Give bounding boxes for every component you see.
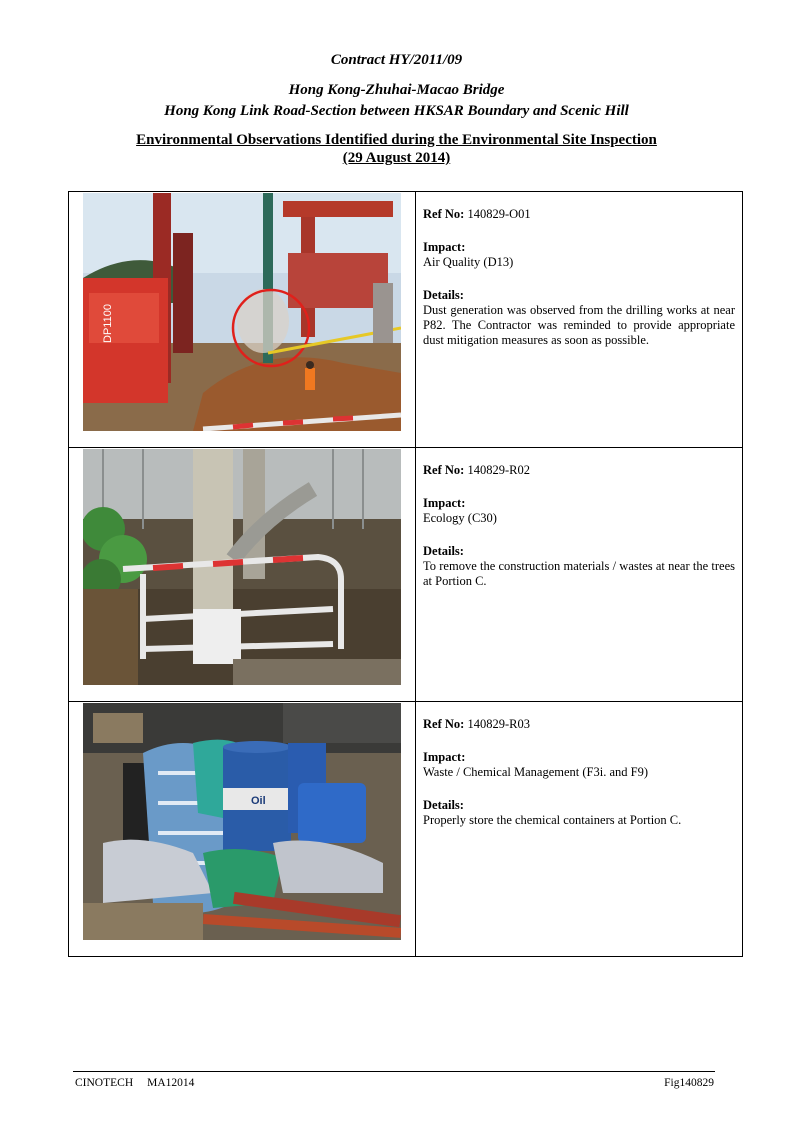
photo-cell	[69, 192, 416, 448]
footer-divider	[73, 1071, 715, 1072]
project-title-line2: Hong Kong Link Road-Section between HKSAR Boundary and Scenic Hill	[164, 103, 629, 119]
document-header	[0, 50, 793, 167]
impact-label: Impact:	[423, 240, 466, 254]
ref-label: Ref No:	[423, 207, 465, 221]
site-photo-chemical-containers	[83, 703, 401, 940]
project-title-line1: Hong Kong-Zhuhai-Macao Bridge	[288, 82, 505, 98]
impact-value: Air Quality (D13)	[423, 255, 514, 269]
ref-number: 140829-R02	[467, 463, 530, 477]
impact-value: Ecology (C30)	[423, 511, 497, 525]
observation-row	[69, 702, 743, 957]
drum-label: Oil	[251, 795, 266, 807]
photo-cell	[69, 702, 416, 957]
details-label: Details:	[423, 798, 464, 812]
observation-details-cell	[416, 192, 743, 448]
impact-label: Impact:	[423, 496, 466, 510]
ref-number: 140829-R03	[467, 717, 530, 731]
observation-details-cell	[416, 702, 743, 957]
observation-details-cell	[416, 448, 743, 702]
footer-report-number: MA12014	[147, 1077, 195, 1089]
footer-left	[75, 1077, 194, 1089]
details-text: Dust generation was observed from the drilling works at near P82. The Contractor was reminded to provide appropriate dust mitigation measures as soon as possible.	[423, 303, 735, 347]
rig-label: DP1100	[102, 304, 114, 343]
inspection-heading: Environmental Observations Identified during the Environmental Site Inspection	[136, 132, 657, 148]
observation-row	[69, 448, 743, 702]
ref-label: Ref No:	[423, 717, 465, 731]
ref-line	[423, 463, 735, 478]
details-text: Properly store the chemical containers at Portion C.	[423, 813, 682, 827]
footer-company: CINOTECH	[75, 1077, 134, 1089]
impact-label: Impact:	[423, 750, 466, 764]
observation-row	[69, 192, 743, 448]
contract-title: Contract HY/2011/09	[330, 52, 463, 68]
impact-value: Waste / Chemical Management (F3i. and F9)	[423, 765, 648, 779]
ref-number: 140829-O01	[467, 207, 531, 221]
observations-table	[68, 191, 743, 957]
details-label: Details:	[423, 288, 464, 302]
inspection-date: (29 August 2014)	[342, 150, 451, 166]
details-label: Details:	[423, 544, 464, 558]
site-photo-trees	[83, 449, 401, 685]
ref-line	[423, 717, 735, 732]
details-text: To remove the construction materials / wastes at near the trees at Portion C.	[423, 559, 735, 588]
ref-line	[423, 207, 735, 222]
photo-cell	[69, 448, 416, 702]
footer-figure-number: Fig140829	[664, 1077, 714, 1089]
ref-label: Ref No:	[423, 463, 465, 477]
site-photo-drilling	[83, 193, 401, 431]
